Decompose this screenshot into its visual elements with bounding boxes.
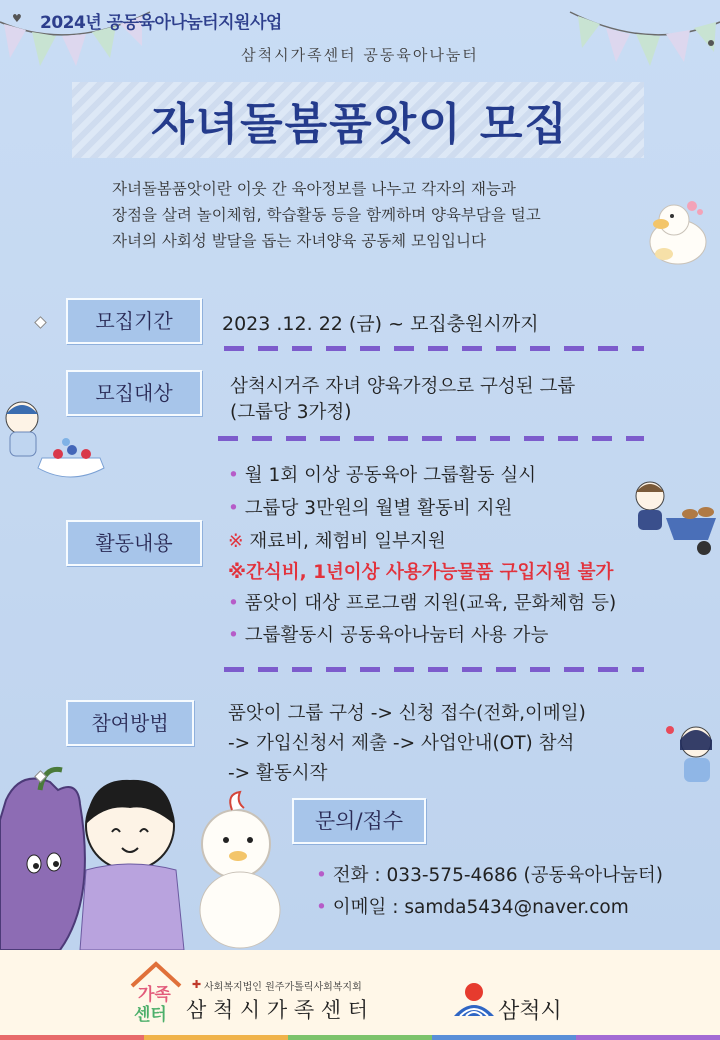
label-target: 모집대상 [66, 370, 202, 416]
project-label: 2024년 공동육아나눔터지원사업 [40, 13, 282, 33]
center-name: 삼 척 시 가 족 센 터 [186, 998, 369, 1022]
cross-icon: ✚ [192, 978, 202, 991]
label-contact: 문의/접수 [292, 798, 426, 844]
divider [224, 346, 644, 351]
contact-phone: • 전화 : 033-575-4686 (공동육아나눔터) [316, 865, 664, 886]
divider [224, 667, 644, 672]
duck-illustration [634, 196, 714, 270]
method-line: -> 활동시작 [228, 763, 328, 784]
wheelbarrow-illustration [620, 478, 720, 558]
logo-text-top: 가족 [138, 985, 171, 1005]
contact-email: • 이메일 : samda5434@naver.com [316, 897, 629, 918]
bullet: • [228, 593, 239, 614]
method-line: 품앗이 그룹 구성 -> 신청 접수(전화,이메일) [228, 703, 586, 724]
footer [0, 950, 720, 1040]
child-bowl-illustration [0, 398, 110, 484]
note-mark: ※ [228, 531, 244, 552]
intro-line: 자녀의 사회성 발달을 돕는 자녀양육 공동체 모임입니다 [112, 232, 486, 250]
heart-icon: ♥ [12, 12, 22, 25]
method-line: -> 가입신청서 제출 -> 사업안내(OT) 참석 [228, 733, 575, 754]
girl-illustration [660, 720, 720, 790]
activity-warning: ※간식비, 1년이상 사용가능물품 구입지원 불가 [228, 562, 614, 583]
label-period: 모집기간 [66, 298, 202, 344]
corp-name: 사회복지법인 원주가톨릭사회복지회 [204, 982, 362, 993]
page-title: 자녀돌봄품앗이 모집 [151, 99, 569, 150]
samcheok-logo-icon [452, 980, 496, 1020]
bullet: • [316, 897, 327, 918]
period-text: 2023 .12. 22 (금) ~ 모집충원시까지 [222, 313, 539, 335]
bullet: • [228, 625, 239, 646]
target-line: (그룹당 3가정) [230, 402, 352, 423]
intro-line: 자녀돌봄품앗이란 이웃 간 육아정보를 나누고 각자의 재능과 [112, 180, 516, 198]
footer-color-bar [0, 1035, 720, 1040]
divider [218, 436, 644, 441]
activity-item: • 그룹당 3만원의 월별 활동비 지원 [228, 498, 513, 519]
activity-text: • 월 1회 이상 공동육아 그룹활동 실시 [228, 465, 537, 486]
intro-text [112, 176, 652, 254]
activity-item: • 그룹활동시 공동육아나눔터 사용 가능 [228, 625, 549, 646]
activity-note: ※ 재료비, 체험비 일부지원 [228, 531, 446, 552]
logo-text-bottom: 센터 [134, 1005, 167, 1025]
label-method: 참여방법 [66, 700, 194, 746]
organizer: 삼척시가족센터 공동육아나눔터 [241, 46, 479, 64]
intro-line: 장점을 살려 놀이체험, 학습활동 등을 함께하며 양육부담을 덜고 [112, 206, 541, 224]
bullet: • [228, 498, 239, 519]
diamond-decoration [34, 316, 47, 329]
bullet: • [316, 865, 327, 886]
family-center-logo [128, 960, 184, 1025]
characters-illustration [0, 760, 290, 950]
bunting-right [560, 0, 720, 80]
activity-item: • 품앗이 대상 프로그램 지원(교육, 문화체험 등) [228, 593, 617, 614]
target-line: 삼척시거주 자녀 양육가정으로 구성된 그룹 [230, 376, 576, 397]
label-activity: 활동내용 [66, 520, 202, 566]
activity-item [228, 461, 536, 487]
bullet: • [228, 465, 239, 486]
city-name: 삼척시 [498, 999, 562, 1024]
